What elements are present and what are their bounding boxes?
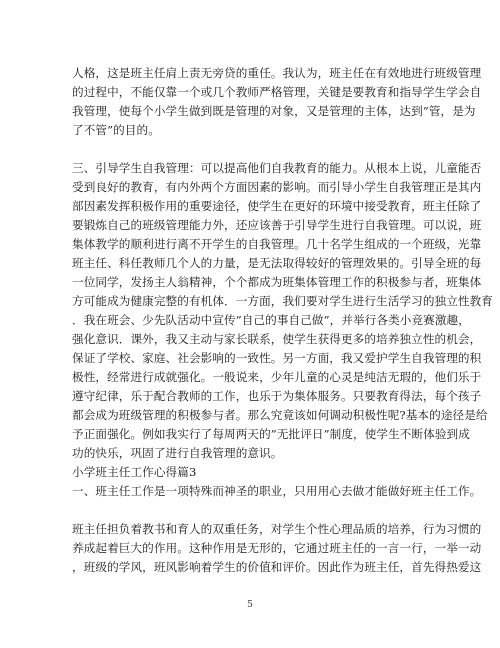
text-line: 遵守纪律，乐于配合教师的工作，也乐于为集体服务。只要教育得法，每个孩子	[72, 389, 482, 403]
text-line: 都会成为班级管理的积极参与者。那么究竟该如何调动积极性呢?基本的途径是给	[72, 408, 488, 422]
text-line: 要锻炼自己的班级管理能力外，还应该善于引导学生进行自我管理。可以说，班	[72, 218, 482, 232]
section-title: 小学班主任工作心得篇3	[72, 465, 197, 479]
text-line: ，班级的学风，班风影响着学生的价值和评价。因此作为班主任，首先得热爱这	[72, 560, 482, 574]
text-line: ．我在班会、少先队活动中宣传”自己的事自己做”，并举行各类小竞赛激趣，	[72, 313, 470, 327]
text-line: 受到良好的教育，有内外两个方面因素的影响。而引导小学生自我管理正是其内	[72, 180, 482, 194]
text-line: 了不管”的目的。	[72, 123, 160, 137]
text-line: 一、班主任工作是一项特殊而神圣的职业，只用用心去做才能做好班主任工作。	[72, 484, 482, 498]
text-line: 班主任担负着教书和育人的双重任务，对学生个性心理品质的培养，行为习惯的	[72, 522, 482, 536]
text-line: 三、引导学生自我管理：可以提高他们自我教育的能力。从根本上说，儿童能否	[72, 161, 482, 175]
text-line: 予正面强化。例如我实行了每周两天的”无批评日”制度，使学生不断体验到成	[72, 427, 470, 441]
page-number: 5	[247, 600, 253, 610]
text-line: 我管理，使每个小学生做到既是管理的对象，又是管理的主体，达到”管，是为	[72, 104, 476, 118]
text-line: 一位同学，发扬主人翁精神，个个都成为班集体管理工作的积极参与者，班集体	[72, 275, 482, 289]
text-line: 集体教学的顺利进行离不开学生的自我管理。几十名学生组成的一个班级，光靠	[72, 237, 482, 251]
text-line: 方可能成为健康完整的有机体．一方面，我们要对学生进行生活学习的独立性教育	[72, 294, 493, 308]
text-line: 保证了学校、家庭、社会影响的一致性。另一方面，我又爱护学生自我管理的积	[72, 351, 482, 365]
text-line: 养成起着巨大的作用。这种作用是无形的，它通过班主任的一言一行，一举一动	[72, 541, 482, 555]
text-line: 功的快乐，巩固了进行自我管理的意识。	[72, 446, 283, 460]
text-line: 极性，经常进行成就强化。一般说来，少年儿童的心灵是纯洁无瑕的，他们乐于	[72, 370, 482, 384]
text-line: 班主任、科任教师几个人的力量，是无法取得较好的管理效果的。引导全班的每	[72, 256, 482, 270]
text-line: 强化意识．课外，我又主动与家长联系，使学生获得更多的培养独立性的机会，	[72, 332, 482, 346]
text-line: 人格，这是班主任肩上责无旁贷的重任。我认为，班主任在有效地进行班级管理	[72, 66, 482, 80]
text-line: 部因素发挥积极作用的重要途径，使学生在更好的环境中接受教育，班主任除了	[72, 199, 482, 213]
text-line: 的过程中，不能仅靠一个或几个教师严格管理，关键是要教育和指导学生学会自	[72, 85, 482, 99]
